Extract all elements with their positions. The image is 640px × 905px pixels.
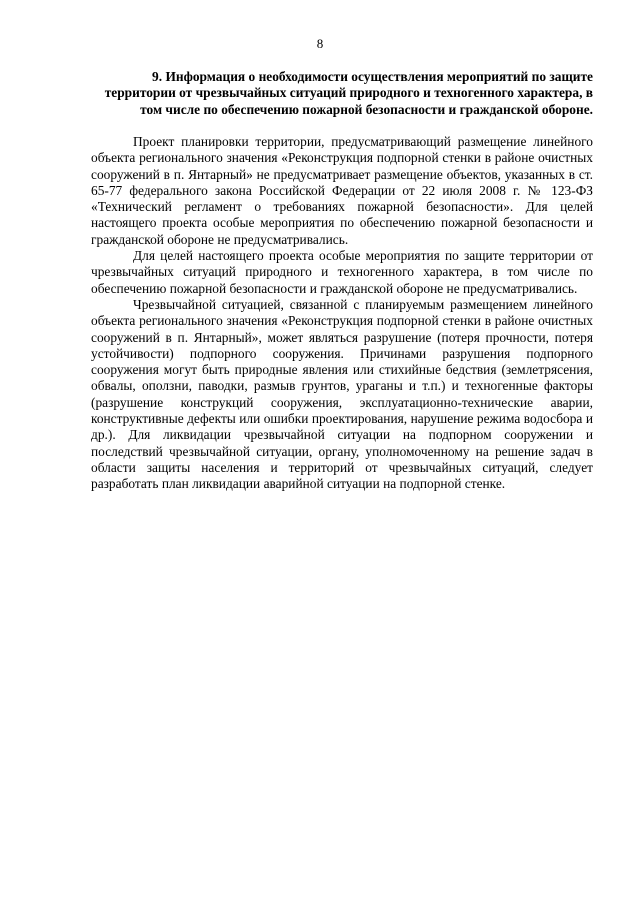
section-heading: 9. Информация о необходимости осуществления мероприятий по защите территории от чрезвычайных ситуаций природного и техногенного характера, в том числе по обеспечению пожарной безопасности и гражданской обороне. <box>104 69 593 117</box>
paragraph-retaining-wall-emergency: Чрезвычайной ситуацией, связанной с планируемым размещением линейного объекта регионального значения «Реконструкция подпорной стенки в районе очистных сооружений в п. Янтарный», может являться разрушение (потеря прочности, потеря устойчивости) подпорного сооружения. Причинами разрушения подпорного сооружения могут быть природные явления или стихийные бедствия (землетрясения, обвалы, оползни, паводки, размыв грунтов, ураганы и т.п.) и техногенные факторы (разрушение конструкций сооружения, эксплуатационно-технические аварии, конструктивные дефекты или ошибки проектирования, нарушение режима водосбора и др.). Для ликвидации чрезвычайной ситуации на подпорном сооружении и последствий чрезвычайной ситуации, органу, уполномоченному на решение задач в области защиты населения и территорий от чрезвычайных ситуаций, следует разработать план ликвидации аварийной ситуации на подпорной стенке. <box>91 296 593 492</box>
section-body <box>91 134 593 493</box>
paragraph-emergency-protection: Для целей настоящего проекта особые мероприятия по защите территории от чрезвычайных ситуаций природного и техногенного характера, в том числе по обеспечению пожарной безопасности и гражданской обороне не предусматривались. <box>91 248 593 296</box>
page-number: 8 <box>316 36 324 51</box>
paragraph-fire-safety: Проект планировки территории, предусматривающий размещение линейного объекта регионального значения «Реконструкция подпорной стенки в районе очистных сооружений в п. Янтарный» не предусматривает размещение объектов, указанных в ст. 65-77 федерального закона Российской Федерации от 22 июля 2008 г. № 123-ФЗ «Технический регламент о требованиях пожарной безопасности». Для целей настоящего проекта особые мероприятия по обеспечению пожарной безопасности и гражданской обороне не предусматривались. <box>91 134 593 247</box>
